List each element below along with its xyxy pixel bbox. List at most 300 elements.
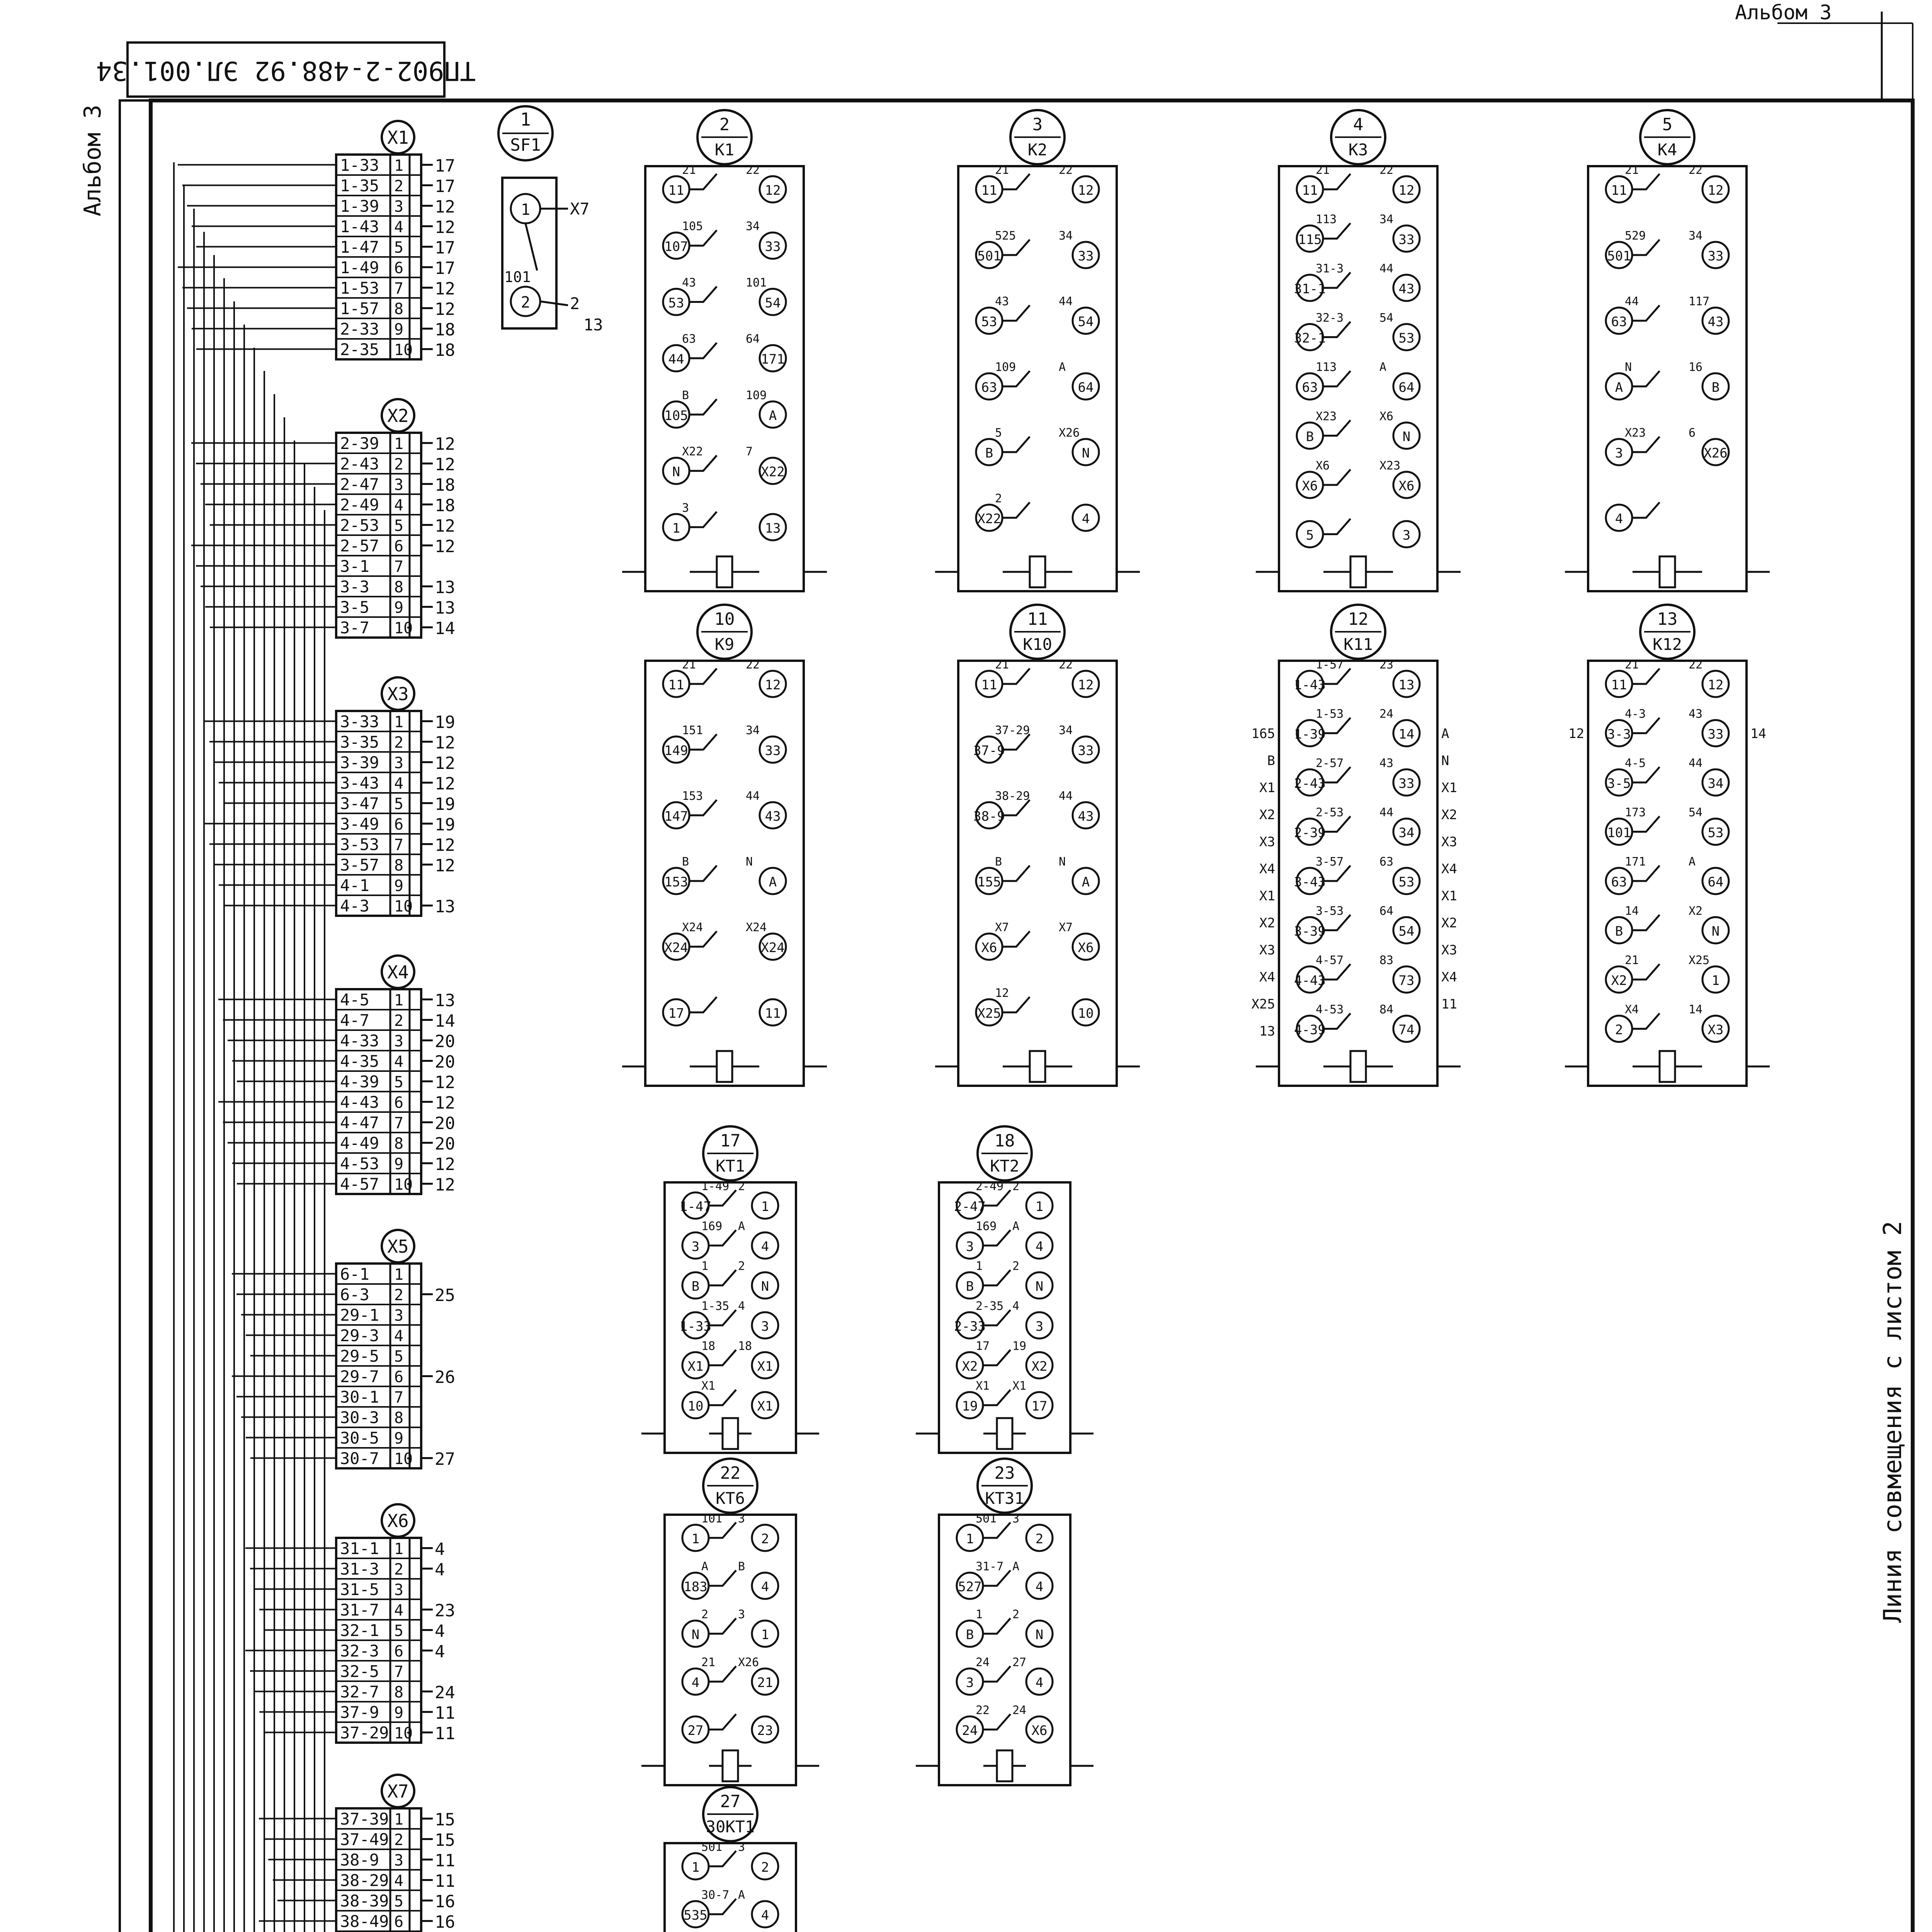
wire-label: 5 (995, 426, 1002, 440)
terminal-num: 1 (394, 1266, 404, 1284)
coil (997, 1418, 1012, 1449)
wire-label: 501 (976, 1512, 997, 1526)
terminal-num: 1 (394, 1540, 404, 1558)
wire-label: 43 (1689, 707, 1703, 721)
wire-label: 4 (738, 1299, 745, 1313)
terminal-dest: 12 (435, 434, 455, 454)
inner-frame (151, 100, 1913, 1932)
wire-label: 2-35 (976, 1299, 1004, 1313)
pin-label: N (1035, 1627, 1044, 1643)
relay-к3 (1256, 110, 1461, 591)
wire-label: 1 (976, 1259, 983, 1273)
terminal-dest: 19 (435, 713, 455, 732)
terminal-num: 7 (394, 280, 404, 298)
pin-label: 3-3 (1607, 726, 1631, 742)
pin-label: 11 (1611, 677, 1627, 693)
pin-label: 3-39 (1294, 923, 1326, 939)
terminal-num: 9 (394, 599, 404, 617)
terminal-num: 8 (394, 300, 404, 318)
terminal-dest: 12 (435, 753, 455, 773)
relay-кт2 (916, 1126, 1094, 1453)
terminal-num: 10 (394, 1176, 413, 1194)
terminal-wire: 3-49 (340, 815, 379, 833)
pin-label: 11 (981, 183, 997, 198)
wire-label: X6 (1316, 459, 1330, 473)
pin-label: 53 (1398, 330, 1415, 346)
wire-label: 113 (1316, 361, 1337, 374)
terminal-wire: 1-43 (340, 217, 379, 236)
pin-label: 33 (765, 743, 781, 759)
terminal-num: 4 (394, 1053, 404, 1071)
relay-tag: 12 (1348, 609, 1369, 629)
wire-label: 171 (1625, 855, 1646, 869)
wire-label: 169 (701, 1219, 723, 1233)
wire-label: 34 (746, 724, 760, 737)
wire-label: B (995, 855, 1002, 869)
wire-label: 2 (1012, 1180, 1020, 1193)
block-tag: X7 (387, 1781, 409, 1802)
ext-label: X25 (1251, 997, 1275, 1012)
terminal-wire: 4-47 (340, 1113, 379, 1132)
pin-label: 1 (672, 520, 680, 536)
coil (1660, 556, 1675, 587)
terminal-num: 6 (394, 1643, 404, 1660)
ext-label: X1 (1259, 780, 1275, 796)
terminal-num: 6 (394, 537, 404, 555)
relay-к12 (1565, 605, 1770, 1086)
pin-label: 12 (765, 183, 781, 198)
coil (1030, 556, 1045, 587)
pin-label: 2 (761, 1531, 769, 1547)
terminal-dest: 18 (435, 340, 455, 360)
album-label: Альбом 3 (79, 105, 106, 216)
pin-label: X6 (1398, 478, 1415, 494)
terminal-dest: 20 (435, 1114, 455, 1133)
terminal-dest: 16 (435, 1912, 455, 1932)
wire-label: 17 (976, 1339, 990, 1353)
terminal-num: 7 (394, 558, 404, 576)
pin-label: 43 (1078, 809, 1094, 824)
terminal-wire: 38-39 (340, 1891, 389, 1910)
terminal-wire: 29-7 (340, 1367, 379, 1386)
pin-label: 1 (966, 1531, 974, 1547)
terminal-wire: 31-3 (340, 1560, 379, 1578)
wire-label: 101 (746, 276, 767, 290)
pin-label: 12 (1398, 183, 1415, 198)
terminal-wire: 32-5 (340, 1662, 379, 1681)
terminal-dest: 18 (435, 496, 455, 515)
wire-label: 7 (746, 445, 753, 459)
wire-label: 43 (995, 295, 1009, 308)
terminal-wire: 3-53 (340, 835, 379, 854)
pin-label: 17 (668, 1006, 684, 1021)
terminal-blocks (336, 121, 455, 1932)
pin-label: 2-39 (1294, 825, 1326, 841)
pin-label: 11 (1611, 183, 1627, 198)
terminal-num: 2 (394, 456, 404, 473)
terminal-num: 5 (394, 517, 404, 535)
block-tag: X4 (387, 962, 409, 983)
terminal-dest: 11 (435, 1724, 455, 1743)
pin-label: 13 (1398, 677, 1415, 693)
pin-label: 147 (664, 809, 688, 824)
wire-label: 21 (1625, 658, 1639, 672)
wire-label: 38-29 (995, 789, 1030, 803)
terminal-wire: 2-47 (340, 475, 379, 494)
pin-label: A (769, 408, 777, 423)
coil (1660, 1051, 1675, 1082)
wire-label: 54 (1689, 806, 1703, 820)
terminal-wire: 1-39 (340, 197, 379, 216)
wire-label: 2 (738, 1180, 745, 1193)
pin-label: B (691, 1279, 700, 1294)
breaker-name: SF1 (510, 135, 541, 155)
combine-line-note: Линия совмещения с листом 2 (1879, 1221, 1907, 1623)
wire-label: 24 (976, 1656, 990, 1669)
relay-body (665, 1515, 796, 1785)
terminal-wire: 4-1 (340, 876, 369, 895)
wire-label: 44 (1379, 262, 1394, 276)
wire-label: X24 (746, 921, 767, 934)
terminal-dest: 15 (435, 1830, 455, 1850)
pin-label: X24 (761, 940, 785, 956)
wire-label: 1-49 (701, 1180, 730, 1193)
wire-label: 2-49 (976, 1180, 1004, 1193)
wire-label: 22 (746, 658, 760, 672)
pin-label: 33 (1078, 743, 1094, 759)
pin-label: 153 (664, 874, 688, 890)
terminal-wire: 1-57 (340, 299, 379, 318)
wire-label: 4-53 (1316, 1003, 1344, 1017)
relay-name: К1 (714, 140, 735, 159)
wire-label: X1 (1012, 1379, 1027, 1393)
pin-label: 21 (757, 1675, 773, 1690)
pin-label: 1-33 (680, 1319, 711, 1334)
terminal-block-x6 (336, 1504, 455, 1743)
relay-name: КТ6 (716, 1489, 745, 1508)
terminal-wire: 37-9 (340, 1703, 379, 1722)
terminal-dest: 20 (435, 1032, 455, 1051)
pin-label: 34 (1708, 776, 1724, 791)
terminal-wire: 3-57 (340, 855, 379, 874)
pin-label: 33 (1398, 232, 1415, 248)
wire-label: 24 (1379, 707, 1394, 721)
relay-body (939, 1515, 1070, 1785)
terminal-num: 8 (394, 1135, 404, 1153)
terminal-num: 2 (394, 1561, 404, 1578)
terminal-dest: 20 (435, 1134, 455, 1154)
terminal-num: 2 (394, 1831, 404, 1849)
wire-label: 64 (746, 332, 760, 346)
pin-label: 4 (761, 1579, 769, 1595)
terminal-num: 2 (394, 1286, 404, 1304)
terminal-dest: 17 (435, 238, 455, 258)
wire-label: 2-57 (1316, 757, 1344, 770)
wire-label: 113 (1316, 213, 1337, 226)
wire-label: 4-5 (1625, 757, 1646, 770)
pin-label: 1 (691, 1531, 700, 1547)
wire-label: 21 (682, 658, 696, 672)
breaker-wire: 101 (504, 269, 531, 286)
pin-label: 31-1 (1294, 281, 1326, 297)
wire-label: A (701, 1560, 709, 1573)
relay-devices (498, 106, 1770, 1932)
pin-label: 14 (1398, 726, 1415, 742)
block-tag: X2 (387, 405, 409, 426)
wire-label: B (738, 1560, 745, 1573)
wire-label: 23 (1379, 658, 1394, 672)
pin-label: 12 (1078, 677, 1094, 693)
coil (717, 1051, 732, 1082)
pin-label: 64 (1398, 380, 1415, 395)
album-corner: Альбом 3 (1735, 1, 1832, 24)
terminal-num: 10 (394, 341, 413, 359)
ext-label: 14 (1750, 726, 1766, 742)
terminal-wire: 30-7 (340, 1449, 379, 1468)
pin-label: 2 (1615, 1022, 1623, 1038)
pin-label: 13 (765, 520, 781, 536)
ext-label: X1 (1441, 780, 1457, 796)
terminal-dest: 23 (435, 1601, 455, 1621)
wire-label: 44 (746, 789, 760, 803)
pin-label: 63 (1611, 314, 1627, 330)
wire-label: X2 (1689, 904, 1703, 918)
terminal-dest: 14 (435, 619, 455, 638)
relay-name: К3 (1348, 140, 1368, 159)
relay-кт6 (641, 1459, 819, 1785)
pin-label: 149 (664, 743, 688, 759)
pin-label: 4 (761, 1908, 769, 1923)
terminal-wire: 2-35 (340, 340, 379, 359)
terminal-dest: 12 (435, 835, 455, 855)
relay-tag: 10 (714, 609, 735, 629)
ext-label: X3 (1259, 942, 1275, 958)
terminal-dest: 17 (435, 177, 455, 196)
wire-label: 1 (976, 1608, 983, 1621)
pin-label: N (1402, 429, 1411, 445)
terminal-wire: 3-1 (340, 557, 369, 576)
relay-30кт1 (641, 1787, 819, 1932)
pin-label: 501 (1607, 248, 1631, 264)
terminal-wire: 1-53 (340, 279, 379, 298)
terminal-wire: 37-49 (340, 1830, 389, 1849)
breaker-dest: 13 (583, 315, 603, 334)
wire-label: 151 (682, 724, 703, 737)
ext-label: X4 (1441, 969, 1457, 985)
wire-label: 529 (1625, 229, 1646, 243)
wire-label: 22 (1689, 658, 1703, 672)
wire-label: X25 (1689, 954, 1710, 967)
relay-name: КТ1 (716, 1156, 745, 1175)
wire-label: 83 (1379, 954, 1394, 967)
terminal-dest: 12 (435, 1073, 455, 1092)
wire-label: 34 (1689, 229, 1703, 243)
pin-label: 11 (668, 183, 684, 198)
terminal-num: 8 (394, 578, 404, 596)
block-tag: X6 (387, 1510, 409, 1531)
pin-label: 53 (1708, 825, 1724, 841)
wire-label: N (1059, 855, 1066, 869)
terminal-wire: 4-3 (340, 896, 369, 915)
wire-label: X23 (1379, 459, 1401, 473)
terminal-num: 4 (394, 1872, 404, 1890)
terminal-wire: 29-3 (340, 1326, 379, 1345)
pin-label: 5 (1306, 527, 1314, 543)
wire-label: X23 (1625, 426, 1646, 440)
wire-label: 43 (1379, 757, 1394, 770)
block-tag: X5 (387, 1236, 409, 1257)
terminal-wire: 2-57 (340, 536, 379, 555)
terminal-num: 10 (394, 619, 413, 637)
relay-name: КТ31 (985, 1489, 1024, 1508)
wire-label: 4-3 (1625, 707, 1646, 721)
wire-label: 2 (701, 1608, 709, 1621)
ext-label: X1 (1259, 888, 1275, 904)
terminal-dest: 12 (435, 516, 455, 536)
terminal-dest: 26 (435, 1367, 455, 1387)
terminal-wire: 2-49 (340, 495, 379, 514)
terminal-dest: 12 (435, 856, 455, 876)
ext-label: X1 (1441, 888, 1457, 904)
wire-label: 4-57 (1316, 954, 1344, 967)
terminal-wire: 30-5 (340, 1429, 379, 1447)
terminal-dest: 13 (435, 598, 455, 618)
relay-name: К11 (1344, 635, 1373, 654)
pin-label: 74 (1398, 1022, 1415, 1038)
pin-label: 2 (1035, 1531, 1044, 1547)
pin-label: X25 (977, 1006, 1001, 1021)
pin-label: 4-39 (1294, 1022, 1326, 1038)
wire-label: 22 (1059, 658, 1073, 672)
terminal-num: 8 (394, 1684, 404, 1701)
pin-label: 3-5 (1607, 776, 1631, 791)
pin-label: X2 (1611, 973, 1627, 988)
wire-label: X26 (1059, 426, 1080, 440)
ext-label: X3 (1259, 834, 1275, 850)
terminal-dest: 17 (435, 259, 455, 278)
wire-label: 31-3 (1316, 262, 1344, 276)
pin-label: 53 (1398, 874, 1415, 890)
wire-label: A (1379, 361, 1387, 374)
pin-label: 73 (1398, 973, 1415, 988)
wire-label: 30-7 (701, 1888, 730, 1902)
ext-label: 13 (1259, 1024, 1275, 1039)
relay-name: 30КТ1 (706, 1817, 755, 1836)
terminal-num: 3 (394, 1581, 404, 1599)
pin-label: 4 (1035, 1579, 1044, 1595)
pin-label: 12 (765, 677, 781, 693)
pin-label: 1 (761, 1627, 769, 1643)
wire-label: 22 (746, 163, 760, 177)
relay-к11 (1252, 605, 1461, 1086)
pin-label: N (1711, 923, 1720, 939)
terminal-dest: 19 (435, 815, 455, 835)
wire-label: 34 (746, 219, 760, 233)
terminal-wire: 3-47 (340, 794, 379, 813)
pin-label: 44 (668, 352, 684, 367)
ext-label: X2 (1259, 915, 1275, 931)
relay-name: К2 (1027, 140, 1048, 159)
pin-label: X3 (1708, 1022, 1724, 1038)
terminal-dest: 24 (435, 1683, 455, 1702)
wire-label: N (1625, 361, 1632, 374)
wire-label: 2 (738, 1259, 745, 1273)
terminal-dest: 11 (435, 1871, 455, 1891)
wire-label: 32-3 (1316, 311, 1344, 325)
wire-label: 14 (1689, 1003, 1703, 1017)
terminal-wire: 31-7 (340, 1600, 379, 1619)
terminal-wire: 29-5 (340, 1347, 379, 1366)
terminal-wire: 2-43 (340, 454, 379, 473)
pin-label: 63 (1611, 874, 1627, 890)
top-stamp-code: ТП902-2-488.92 ЭЛ.001.34 (96, 55, 476, 86)
pin-label: 155 (977, 874, 1001, 890)
terminal-num: 9 (394, 1155, 404, 1173)
terminal-num: 5 (394, 1893, 404, 1910)
pin-label: 38-9 (973, 809, 1005, 824)
terminal-dest: 4 (435, 1621, 445, 1641)
pin-label: 4 (1035, 1239, 1044, 1255)
pin-label: B (966, 1279, 974, 1294)
terminal-dest: 12 (435, 1155, 455, 1174)
pin-label: X22 (761, 464, 785, 480)
ext-label: N (1441, 753, 1449, 769)
wire-label: 84 (1379, 1003, 1394, 1017)
wire-label: 3 (738, 1608, 745, 1621)
wire-label: 54 (1379, 311, 1394, 325)
wire-label: 2 (995, 492, 1002, 505)
pin-label: 1-39 (1294, 726, 1326, 742)
terminal-num: 5 (394, 1073, 404, 1091)
wire-label: X24 (682, 921, 703, 934)
wire-label: 22 (1059, 163, 1073, 177)
terminal-dest: 25 (435, 1286, 455, 1305)
terminal-num: 9 (394, 321, 404, 338)
terminal-wire: 6-1 (340, 1265, 369, 1284)
terminal-num: 10 (394, 1450, 413, 1468)
terminal-dest: 4 (435, 1539, 445, 1559)
wire-label: 44 (1379, 806, 1394, 820)
wire-label: X22 (682, 445, 703, 459)
coil (1350, 1051, 1366, 1082)
terminal-num: 4 (394, 1602, 404, 1619)
pin-label: 33 (1078, 248, 1094, 264)
terminal-block-x5 (336, 1230, 455, 1469)
pin-label: 54 (765, 295, 781, 311)
wire-label: 16 (1689, 361, 1703, 374)
pin-label: 54 (1398, 923, 1415, 939)
wire-label: 6 (1689, 426, 1696, 440)
pin-label: X24 (664, 940, 688, 956)
ext-label: B (1267, 753, 1275, 769)
pin-label: 24 (962, 1723, 978, 1738)
pin-label: 33 (765, 239, 781, 255)
wire-label: A (1012, 1560, 1020, 1573)
pin-label: 1-47 (680, 1199, 711, 1214)
terminal-wire: 4-5 (340, 990, 369, 1009)
wire-label: 63 (682, 332, 696, 346)
relay-tag: 13 (1657, 609, 1678, 629)
terminal-num: 1 (394, 992, 404, 1009)
wire-label: 18 (701, 1339, 716, 1353)
wire-label: 105 (682, 219, 703, 233)
terminal-num: 9 (394, 877, 404, 895)
wire-label: 44 (1689, 757, 1703, 770)
pin-label: 10 (1078, 1006, 1094, 1021)
pin-label: 4 (1082, 511, 1090, 527)
wire-label: A (1012, 1219, 1020, 1233)
terminal-dest: 13 (435, 897, 455, 917)
